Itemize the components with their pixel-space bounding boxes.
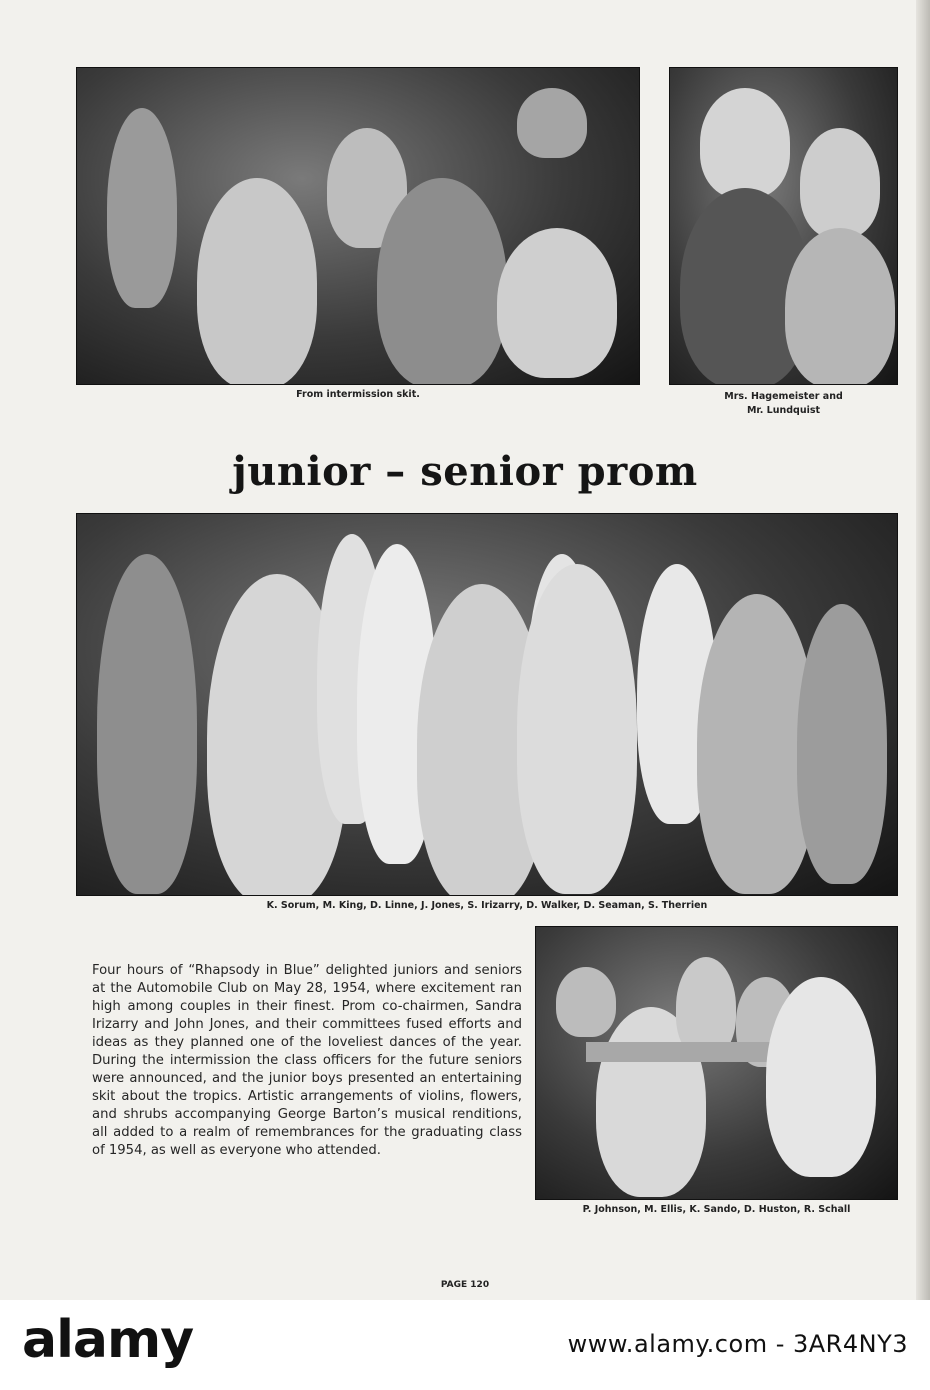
- caption-hagemeister-line1: Mrs. Hagemeister and: [724, 391, 843, 402]
- alamy-logo: alamy: [22, 1310, 194, 1370]
- page-number: PAGE 120: [440, 1280, 490, 1290]
- caption-hagemeister-line2: Mr. Lundquist: [746, 405, 821, 416]
- caption-intermission-skit: From intermission skit.: [296, 389, 420, 400]
- caption-table-group: P. Johnson, M. Ellis, K. Sando, D. Huston, R. Schall: [582, 1204, 851, 1215]
- photo-group-couples: [76, 513, 898, 896]
- page-title: junior – senior prom: [232, 448, 698, 495]
- photo-intermission-skit: [76, 67, 640, 385]
- caption-group: K. Sorum, M. King, D. Linne, J. Jones, S. Irizarry, D. Walker, D. Seaman, S. Therrien: [266, 900, 708, 911]
- article-body: Four hours of “Rhapsody in Blue” delighted juniors and seniors at the Automobile Club on May 28, 1954, where excitement ran high among couples in their finest. Prom co-chairmen, Sandra Irizarry and John Jones, and their committees fused efforts and ideas as they planned one of the loveliest dances of the year. During the intermission the class officers for the future seniors were announced, and the junior boys presented an entertaining skit about the tropics. Artistic arrangements of violins, flowers, and shrubs accompanying George Barton’s musical renditions, all added to a realm of remembrances for the graduating class of 1954, as well as everyone who attended.: [92, 963, 522, 1158]
- image-id-label: www.alamy.com - 3AR4NY3: [567, 1330, 908, 1358]
- photo-table-group: [535, 926, 898, 1200]
- photo-hagemeister-lundquist: [669, 67, 898, 385]
